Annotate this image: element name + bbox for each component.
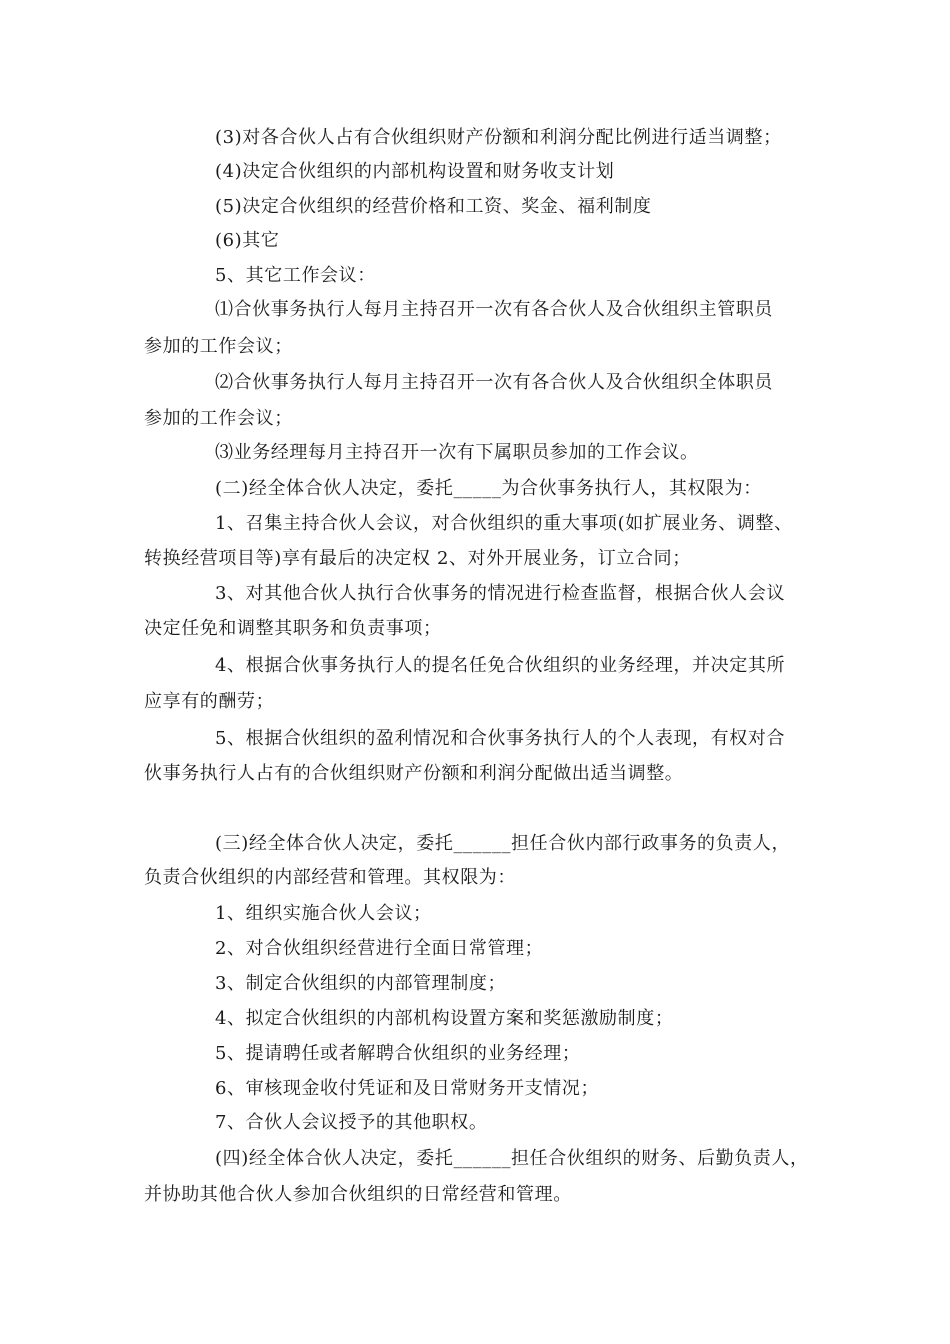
text-line: 伙事务执行人占有的合伙组织财产份额和利润分配做出适当调整。 xyxy=(144,763,684,784)
text-line: 7、合伙人会议授予的其他职权。 xyxy=(215,1112,488,1133)
text-line: 4、拟定合伙组织的内部机构设置方案和奖惩激励制度； xyxy=(215,1008,674,1029)
text-line: 转换经营项目等)享有最后的决定权 2、对外开展业务，订立合同； xyxy=(144,548,691,569)
text-line: ⑵合伙事务执行人每月主持召开一次有各合伙人及合伙组织全体职员 xyxy=(215,372,773,393)
text-line: (4)决定合伙组织的内部机构设置和财务收支计划 xyxy=(215,161,615,182)
text-line: 负责合伙组织的内部经营和管理。其权限为： xyxy=(144,867,516,888)
text-line: ⑶业务经理每月主持召开一次有下属职员参加的工作会议。 xyxy=(215,442,699,463)
text-line: 应享有的酬劳； xyxy=(144,691,275,712)
text-line: 参加的工作会议； xyxy=(144,336,293,357)
text-line: 6、审核现金收付凭证和及日常财务开支情况； xyxy=(215,1078,600,1099)
text-line: (四)经全体合伙人决定，委托______担任合伙组织的财务、后勤负责人， xyxy=(215,1148,809,1169)
text-line: 3、制定合伙组织的内部管理制度； xyxy=(215,973,507,994)
text-line: 5、其它工作会议： xyxy=(215,265,376,286)
text-line: 参加的工作会议； xyxy=(144,408,293,429)
text-line: 3、对其他合伙人执行合伙事务的情况进行检查监督，根据合伙人会议 xyxy=(215,583,786,604)
text-line: 4、根据合伙事务执行人的提名任免合伙组织的业务经理，并决定其所 xyxy=(215,655,786,676)
text-line: (3)对各合伙人占有合伙组织财产份额和利润分配比例进行适当调整； xyxy=(215,127,782,148)
text-line: 1、召集主持合伙人会议，对合伙组织的重大事项(如扩展业务、调整、 xyxy=(215,513,793,534)
text-line: 1、组织实施合伙人会议； xyxy=(215,903,432,924)
text-line: 5、根据合伙组织的盈利情况和合伙事务执行人的个人表现，有权对合 xyxy=(215,728,786,749)
text-line: (5)决定合伙组织的经营价格和工资、奖金、福利制度 xyxy=(215,196,652,217)
text-line: (三)经全体合伙人决定，委托______担任合伙内部行政事务的负责人， xyxy=(215,833,791,854)
text-line: 5、提请聘任或者解聘合伙组织的业务经理； xyxy=(215,1043,581,1064)
text-line: 2、对合伙组织经营进行全面日常管理； xyxy=(215,938,544,959)
text-line: 决定任免和调整其职务和负责事项； xyxy=(144,618,442,639)
text-line: ⑴合伙事务执行人每月主持召开一次有各合伙人及合伙组织主管职员 xyxy=(215,299,773,320)
text-line: (二)经全体合伙人决定，委托_____为合伙事务执行人，其权限为： xyxy=(215,478,762,499)
text-line: 并协助其他合伙人参加合伙组织的日常经营和管理。 xyxy=(144,1184,572,1205)
text-line: (6)其它 xyxy=(215,230,280,251)
